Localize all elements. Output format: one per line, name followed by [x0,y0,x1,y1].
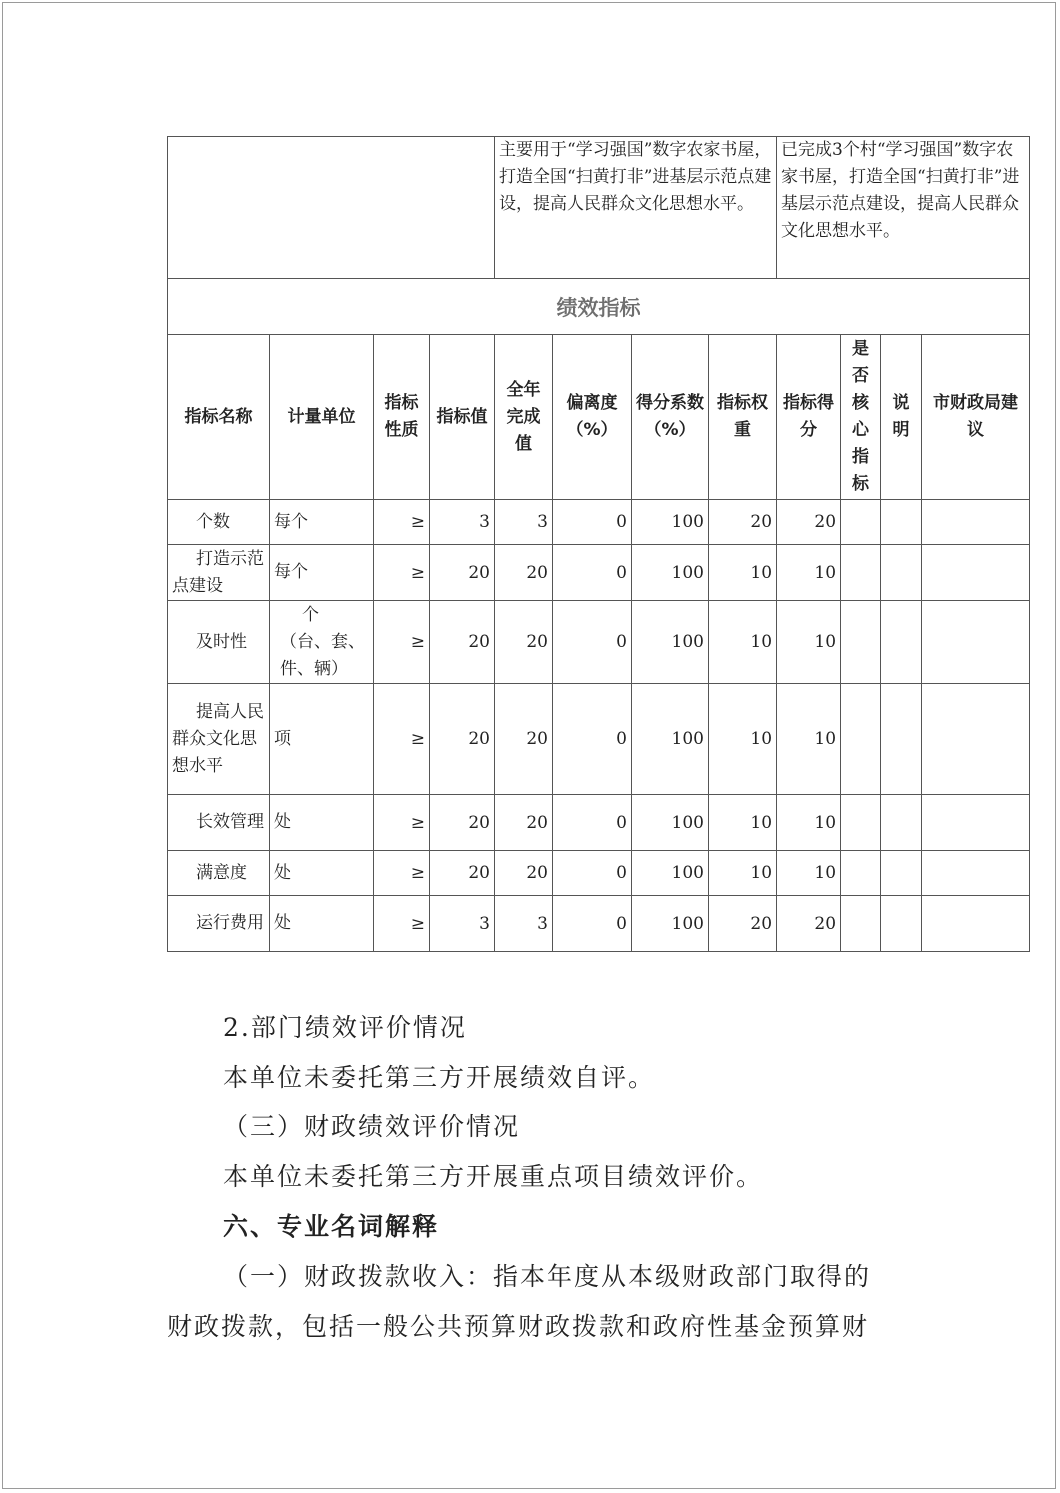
actual-description-cell: 已完成3个村“学习强国”数字农家书屋，打造全国“扫黄打非”进基层示范点建设，提高人民群众文化思想水平。 [777,137,1030,279]
cell-advice [922,851,1030,896]
target-description-cell: 主要用于“学习强国”数字农家书屋，打造全国“扫黄打非”进基层示范点建设，提高人民群众文化思想水平。 [495,137,777,279]
empty-cell [168,137,495,279]
cell-name: 运行费用 [168,896,270,952]
table-row [168,500,1030,545]
cell-unit: 处 [270,896,374,952]
term1-line1: （一）财政拨款收入：指本年度从本级财政部门取得的 [223,1262,872,1291]
cell-score: 10 [777,851,841,896]
cell-nature: ≥ [374,601,430,684]
cell-core [841,795,881,851]
finance-eval-body: 本单位未委托第三方开展重点项目绩效评价。 [223,1162,764,1191]
cell-advice [922,896,1030,952]
cell-actual: 20 [495,545,553,601]
header-label: 计量单位 [287,406,356,427]
header-core [841,335,881,500]
cell-weight: 10 [709,684,777,795]
header-label: 指标权重 [717,393,768,440]
cell-weight: 10 [709,851,777,896]
table-row [168,795,1030,851]
cell-unit: 处 [270,851,374,896]
cell-coef: 100 [632,684,709,795]
cell-note [881,601,922,684]
performance-table [167,136,1030,952]
cell-unit: 每个 [270,545,374,601]
cell-nature: ≥ [374,545,430,601]
cell-nature: ≥ [374,896,430,952]
cell-core [841,545,881,601]
cell-name: 满意度 [168,851,270,896]
table-row [168,601,1030,684]
cell-weight: 20 [709,500,777,545]
cell-weight: 20 [709,896,777,952]
cell-actual: 20 [495,795,553,851]
cell-target: 20 [430,545,495,601]
cell-score: 20 [777,896,841,952]
header-label: 指标得分 [783,393,835,440]
cell-core [841,896,881,952]
cell-note [881,851,922,896]
cell-unit: 项 [270,684,374,795]
dept-eval-heading: 2.部门绩效评价情况 [223,1013,467,1042]
cell-score: 20 [777,500,841,545]
table-row [168,851,1030,896]
header-note [881,335,922,500]
cell-target: 20 [430,851,495,896]
table-row [168,896,1030,952]
table-row [168,137,1030,279]
header-advice [922,335,1030,500]
cell-nature: ≥ [374,851,430,896]
cell-deviation: 0 [553,500,632,545]
header-label: 指标值 [436,406,488,427]
header-label: 市财政局建议 [933,393,1019,440]
term1-line2: 财政拨款，包括一般公共预算财政拨款和政府性基金预算财 [167,1312,870,1341]
cell-nature: ≥ [374,795,430,851]
header-score [777,335,841,500]
cell-score: 10 [777,684,841,795]
cell-name: 及时性 [168,601,270,684]
cell-unit: 每个 [270,500,374,545]
table-row [168,684,1030,795]
cell-coef: 100 [632,896,709,952]
cell-name: 打造示范点建设 [168,545,270,601]
cell-score: 10 [777,795,841,851]
cell-advice [922,795,1030,851]
cell-coef: 100 [632,601,709,684]
cell-deviation: 0 [553,851,632,896]
cell-deviation: 0 [553,545,632,601]
header-coef [632,335,709,500]
cell-note [881,684,922,795]
cell-advice [922,684,1030,795]
cell-core [841,684,881,795]
section-title: 绩效指标 [168,279,1030,335]
header-actual [495,335,553,500]
terms-heading: 六、专业名词解释 [223,1212,440,1241]
cell-coef: 100 [632,545,709,601]
cell-note [881,545,922,601]
cell-advice [922,545,1030,601]
cell-target: 20 [430,684,495,795]
cell-actual: 20 [495,684,553,795]
cell-weight: 10 [709,545,777,601]
document-page [2,2,1056,1489]
cell-actual: 3 [495,500,553,545]
header-unit [270,335,374,500]
header-label: 是否核心指标 [852,339,870,494]
cell-note [881,896,922,952]
cell-score: 10 [777,545,841,601]
cell-note [881,795,922,851]
header-label: 指标性质 [384,393,419,440]
header-label: 指标名称 [184,406,253,427]
cell-coef: 100 [632,795,709,851]
cell-score: 10 [777,601,841,684]
cell-nature: ≥ [374,684,430,795]
header-label: 全年完成值 [506,379,541,454]
header-nature [374,335,430,500]
cell-name: 个数 [168,500,270,545]
cell-deviation: 0 [553,795,632,851]
cell-name: 长效管理 [168,795,270,851]
cell-nature: ≥ [374,500,430,545]
cell-deviation: 0 [553,684,632,795]
cell-target: 20 [430,795,495,851]
cell-actual: 3 [495,896,553,952]
cell-advice [922,500,1030,545]
cell-unit: 处 [270,795,374,851]
cell-note [881,500,922,545]
cell-deviation: 0 [553,896,632,952]
header-row [168,335,1030,500]
cell-name: 提高人民群众文化思想水平 [168,684,270,795]
header-name [168,335,270,500]
cell-weight: 10 [709,795,777,851]
cell-deviation: 0 [553,601,632,684]
cell-weight: 10 [709,601,777,684]
cell-target: 3 [430,896,495,952]
header-target [430,335,495,500]
cell-actual: 20 [495,851,553,896]
header-weight [709,335,777,500]
cell-coef: 100 [632,851,709,896]
cell-coef: 100 [632,500,709,545]
cell-target: 3 [430,500,495,545]
dept-eval-body: 本单位未委托第三方开展绩效自评。 [223,1063,656,1092]
cell-unit: 个（台、套、件、辆） [270,601,374,684]
cell-core [841,601,881,684]
cell-target: 20 [430,601,495,684]
cell-actual: 20 [495,601,553,684]
header-deviation [553,335,632,500]
cell-core [841,851,881,896]
header-label: 得分系数（%） [636,393,704,440]
header-label: 说明 [892,393,910,440]
finance-eval-heading: （三）财政绩效评价情况 [223,1112,521,1141]
table-row [168,545,1030,601]
cell-core [841,500,881,545]
cell-advice [922,601,1030,684]
header-label: 偏离度（%） [566,393,618,440]
section-title-row [168,279,1030,335]
